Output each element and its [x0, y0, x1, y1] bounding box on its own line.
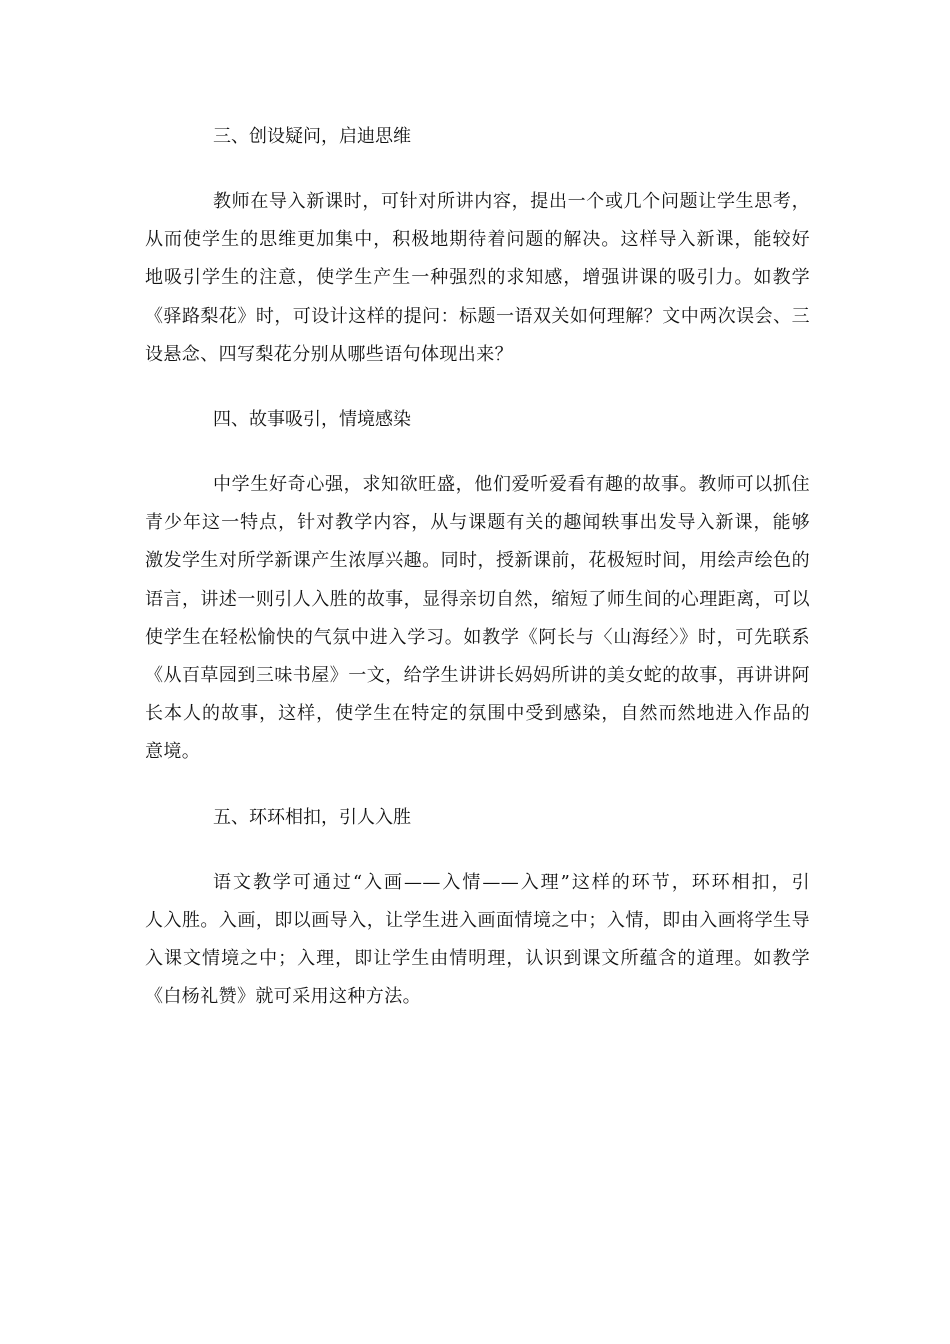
paragraph-line: 设悬念、四写梨花分别从哪些语句体现出来？	[145, 343, 513, 365]
paragraph-line: 《驿路梨花》时，可设计这样的提问：标题一语双关如何理解？文中两次误会、三	[145, 305, 810, 327]
section-heading-3: 三、创设疑问，启迪思维	[213, 126, 411, 147]
paragraph-line: 《从百草园到三味书屋》一文，给学生讲讲长妈妈所讲的美女蛇的故事，再讲讲阿	[145, 665, 810, 687]
paragraph-line: 激发学生对所学新课产生浓厚兴趣。同时，授新课前，花极短时间，用绘声绘色的	[145, 550, 810, 572]
paragraph-line: 长本人的故事，这样，使学生在特定的氛围中受到感染，自然而然地进入作品的	[145, 703, 810, 725]
paragraph-line: 从而使学生的思维更加集中，积极地期待着问题的解决。这样导入新课，能较好	[145, 229, 810, 251]
paragraph-line: 地吸引学生的注意，使学生产生一种强烈的求知感，增强讲课的吸引力。如教学	[145, 267, 810, 289]
paragraph-line: 青少年这一特点，针对教学内容，从与课题有关的趣闻轶事出发导入新课，能够	[145, 512, 810, 534]
section-heading-5: 五、环环相扣，引人入胜	[213, 806, 411, 828]
section-heading-4: 四、故事吸引，情境感染	[213, 409, 411, 431]
paragraph-line: 使学生在轻松愉快的气氛中进入学习。如教学《阿长与〈山海经〉》时，可先联系	[145, 626, 810, 648]
paragraph-line: 《白杨礼赞》就可采用这种方法。	[145, 986, 421, 1008]
document-body	[145, 118, 810, 1043]
section-paragraph-3	[145, 183, 810, 374]
paragraph-line: 人入胜。入画，即以画导入，让学生进入画面情境之中；入情，即由入画将学生导	[145, 909, 810, 931]
paragraph-line: 中学生好奇心强，求知欲旺盛，他们爱听爱看有趣的故事。教师可以抓住	[213, 474, 810, 496]
section-paragraph-5	[145, 864, 810, 1017]
paragraph-line: 语文教学可通过“入画——入情——入理”这样的环节，环环相扣，引	[213, 871, 810, 893]
paragraph-line: 意境。	[145, 741, 201, 763]
section-paragraph-4	[145, 466, 810, 772]
paragraph-line: 教师在导入新课时，可针对所讲内容，提出一个或几个问题让学生思考，	[213, 191, 810, 212]
paragraph-line: 语言，讲述一则引人入胜的故事，显得亲切自然，缩短了师生间的心理距离，可以	[145, 588, 810, 610]
paragraph-line: 入课文情境之中；入理，即让学生由情明理，认识到课文所蕴含的道理。如教学	[145, 948, 810, 970]
